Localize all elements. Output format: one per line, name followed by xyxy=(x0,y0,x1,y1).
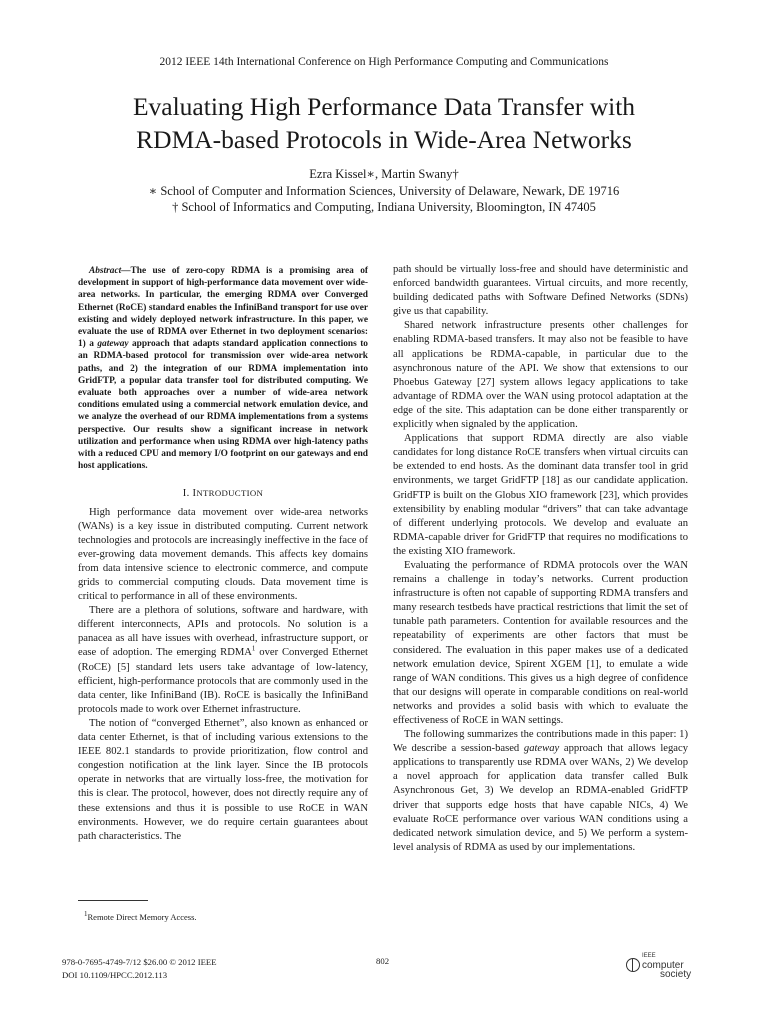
footnote-ref: 1 xyxy=(251,644,256,653)
affiliation-2: † School of Informatics and Computing, Indiana University, Bloomington, IN 47405 xyxy=(172,200,596,214)
right-paragraph-4: Evaluating the performance of RDMA protocols over the WAN remains a challenge in today’s networks. Current production infrastructure is often not capable of supporting RDMA transfers and many research testbeds have practical restrictions that limit the set of tunable path parameters. Contention for available resources and the repeatability of experiments are other factors that must be considered. The evaluation in this paper makes use of a dedicated network emulation device, Spirent XGEM [1], to emulate a wide range of WAN conditions. This gives us a high degree of confidence that our designs will operate in comparable conditions on real-world networks and provides a solid basis with which to evaluate the effectiveness of RoCE in WAN settings. xyxy=(393,559,688,726)
footer-isbn: 978-0-7695-4749-7/12 $26.00 © 2012 IEEE xyxy=(62,957,217,967)
conference-header: 2012 IEEE 14th International Conference on High Performance Computing and Communications xyxy=(159,56,609,68)
paper-title xyxy=(40,90,728,156)
section-number: I. xyxy=(182,488,190,500)
logo-text-ieee: IEEE xyxy=(642,953,656,959)
intro-paragraph-1: High performance data movement over wide-area networks (WANs) is a key issue in distributed computing. Current network technologies and protocols are increasingly ineffective in the face of ever-growing data movement demands. This affects key domains from data intensive science to electronic commerce, and compute grids to commercial computing clouds. Data movement time is critical to performance in all of these environments. xyxy=(78,506,368,603)
logo-text xyxy=(642,952,691,979)
footnote-divider xyxy=(78,900,148,901)
footnote-text: Remote Direct Memory Access. xyxy=(87,912,197,922)
title-line-1: Evaluating High Performance Data Transfer with xyxy=(132,92,636,121)
right-paragraph-5-text-continued: approach that allows legacy applications to transparently use RDMA over WANs, 2) We develop a novel approach for application data transfer called Bulk Asynchronous Get, 3) We develop an RDMA-enabled GridFTP driver that supports edge hosts that have capable NICs, 4) We evaluate RoCE performance over various WAN conditions using a dedicated network simulation device, and 5) We perform a system-level analysis of RDMA as used by our implementations. xyxy=(393,743,688,853)
abstract-text-continued: approach that adapts standard application connections to an RDMA-based protocol for transmission over wide-area network paths, and 2) the integration of our RDMA implementation into GridFTP, a popular data transfer tool for distributed computing. We evaluate both approaches over a number of wide-area network conditions emulated using a commercial network emulation device, and we analyze the overhead of our RDMA implementations from a systems perspective. Our results show a significant increase in network utilization and performance when using RDMA over high-latency paths with a reduced CPU and memory I/O footprint on our gateways and end host applications. xyxy=(78,339,368,472)
page-number: 802 xyxy=(376,956,390,966)
authors: Ezra Kissel∗, Martin Swany† xyxy=(309,167,459,181)
right-column xyxy=(393,263,688,855)
abstract xyxy=(78,265,368,472)
right-paragraph-5-text: The following summarizes the contributions made in this paper: 1) We describe a session-based xyxy=(393,729,688,755)
footer-publication-info xyxy=(62,956,217,982)
intro-paragraph-2 xyxy=(78,604,368,717)
logo-text-society: society xyxy=(660,969,692,980)
affiliation-1: ∗ School of Computer and Information Sciences, University of Delaware, Newark, DE 19716 xyxy=(148,184,620,198)
globe-icon xyxy=(626,958,640,972)
right-paragraph-1: path should be virtually loss-free and should have deterministic and enforced bandwidth guarantees. Virtual circuits, and more recently, building dedicated paths with Software Defined Networks (SDNs) give us that capability. xyxy=(393,264,688,318)
left-column xyxy=(78,265,368,844)
intro-paragraph-3: The notion of “converged Ethernet”, also known as enhanced or data center Ethernet, is that of including various extensions to the IEEE 802.1 standards to provide prioritization, flow control and congestion notification at the link layer. Since the IB protocols operate in networks that are virtually loss-free, the motivation for this is clear. The protocol, however, does not directly require any of these extensions and thus it is possible to use RoCE in WAN environments. However, we do require certain guarantees about path characteristics. The xyxy=(78,717,368,842)
right-paragraph-5 xyxy=(393,728,688,855)
section-heading-introduction xyxy=(78,486,368,501)
footnote-mark: 1 xyxy=(84,910,88,919)
right-paragraph-3: Applications that support RDMA directly are also viable candidates for long distance RoCE transfers when virtual circuits can be extended to end hosts. As the dominant data transfer tool in grid environments, we target GridFTP [18] as our candidate application. GridFTP is built on the Globus XIO framework [23], which provides extensibility by enabling modular “drivers” that can take advantage of different underlying protocols. We develop and evaluate an RDMA-capable driver for GridFTP that requires no modifications to the existing XIO framework. xyxy=(393,433,688,557)
section-title-initial: I xyxy=(192,488,197,500)
abstract-label: Abstract— xyxy=(89,266,131,276)
section-title-rest: NTRODUCTION xyxy=(196,488,264,499)
footnote xyxy=(84,912,197,922)
abstract-text: The use of zero-copy RDMA is a promising area of development in support of high-performance data movement over wide-area networks. In particular, the emerging RDMA over Converged Ethernet (RoCE) standard enables the InfiniBand transport for use over existing and widely deployed network infrastructure. In this paper, we evaluate the use of RDMA over Ethernet in two deployment scenarios: 1) a xyxy=(78,266,368,350)
ieee-computer-society-logo xyxy=(626,952,702,978)
gateway-term: gateway xyxy=(523,743,560,755)
title-line-2: RDMA-based Protocols in Wide-Area Networks xyxy=(136,125,632,154)
intro-paragraph-2-text: There are a plethora of solutions, software and hardware, with different interconnects, APIs and protocols. No solution is a panacea as all have issues with overhead, infrastructure support, or ease of adoption. The emerging RDMA xyxy=(78,605,368,659)
right-paragraph-2: Shared network infrastructure presents other challenges for enabling RDMA-based transfers. It may also not be feasible to have all applications be RDMA-capable, in particular due to the asynchronous nature of the API. We show that extensions to our Phoebus Gateway [27] system allows legacy applications to take advantage of RDMA over the WAN using protocol adaptation at the edge of the site. This adaptation can be done either transparently or explicitly when signaled by the application. xyxy=(393,320,688,431)
logo-text-computer: computer xyxy=(642,960,684,971)
abstract-gateway-term: gateway xyxy=(97,339,129,350)
intro-paragraph-2-text-continued: over Converged Ethernet (RoCE) [5] standard lets users take advantage of low-latency, efficient, high-performance protocols that are commonly used in the data center, like InfiniBand (IB). RoCE is basically the InfiniBand protocols made to work over Ethernet infrastructure. xyxy=(78,647,368,715)
footer-doi: DOI 10.1109/HPCC.2012.113 xyxy=(62,970,168,980)
